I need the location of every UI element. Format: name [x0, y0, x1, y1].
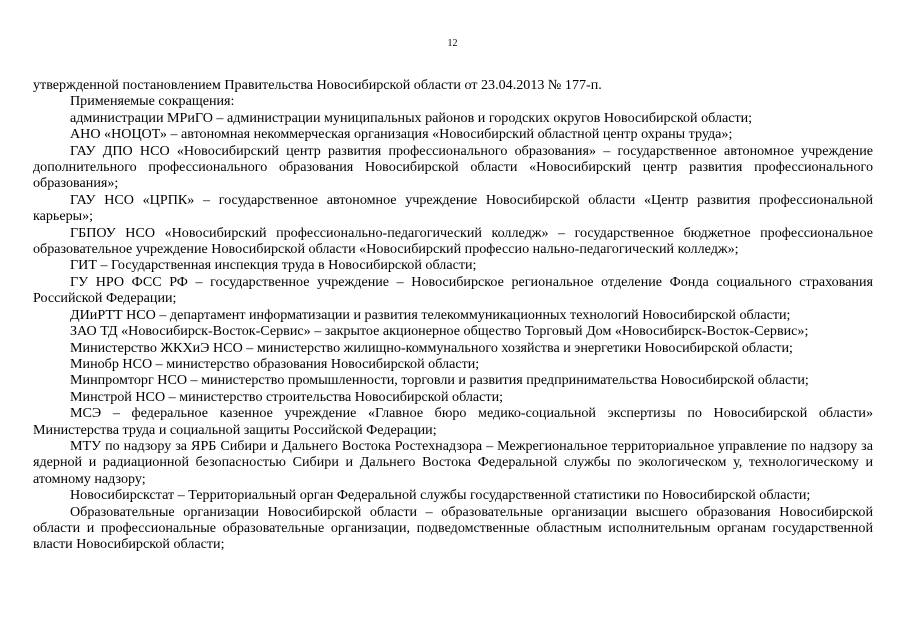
paragraph-abbr-mtu: МТУ по надзору за ЯРБ Сибири и Дальнего Востока Ростехнадзора – Межрегиональное территориальное управление по надзору за ядерной и радиационной безопасностью Сибири и Дальнего Востока Федеральной службы по экологическом у, технологическому и атомному надзору;: [33, 437, 873, 487]
page-number: 12: [447, 38, 458, 49]
paragraph-abbr-git: ГИТ – Государственная инспекция труда в Новосибирской области;: [70, 257, 477, 274]
paragraph-abbr-gbpou: ГБПОУ НСО «Новосибирский профессионально-педагогический колледж» – государственное бюджетное профессиональное образовательное учреждение Новосибирской области «Новосибирский профессио нально-педагогический колледж»;: [33, 224, 873, 258]
paragraph-abbr-diirtt: ДИиРТТ НСО – департамент информатизации и развития телекоммуникационных технологий Новосибирской области;: [70, 306, 791, 323]
paragraph-abbr-fss: ГУ НРО ФСС РФ – государственное учреждение – Новосибирское региональное отделение Фонда социального страхования Российской Федерации;: [33, 273, 873, 307]
paragraph-abbr-minstroy: Минстрой НСО – министерство строительства Новосибирской области;: [70, 388, 504, 405]
paragraph-abbr-novosibirskstat: Новосибирскстат – Территориальный орган Федеральной службы государственной статистики по Новосибирской области;: [70, 487, 811, 504]
paragraph-abbr-crpk: ГАУ НСО «ЦРПК» – государственное автономное учреждение Новосибирской области «Центр развития профессиональной карьеры»;: [33, 191, 873, 225]
paragraph-abbr-zao-td: ЗАО ТД «Новосибирск-Восток-Сервис» – закрытое акционерное общество Торговый Дом «Новосибирск-Восток-Сервис»;: [70, 323, 809, 340]
document-body: [33, 77, 873, 553]
paragraph-abbr-educational-orgs: Образовательные организации Новосибирской области – образовательные организации высшего образования Новосибирской области и профессиональные образовательные организации, подведомственные областным исполнительным органам государственной власти Новосибирской области;: [33, 503, 873, 553]
paragraph-abbr-mse: МСЭ – федеральное казенное учреждение «Главное бюро медико-социальной экспертизы по Новосибирской области» Министерства труда и социальной защиты Российской Федерации;: [33, 405, 873, 438]
paragraph-abbr-mrigo: администрации МРиГО – администрации муниципальных районов и городских округов Новосибирской области;: [70, 109, 753, 126]
paragraph-abbr-zhkhie: Министерство ЖКХиЭ НСО – министерство жилищно-коммунального хозяйства и энергетики Новосибирской области;: [70, 339, 793, 356]
paragraph-abbr-nocot: АНО «НОЦОТ» – автономная некоммерческая организация «Новосибирский областной центр охраны труда»;: [70, 126, 733, 143]
paragraph-intro: утвержденной постановлением Правительства Новосибирской области от 23.04.2013 № 177-п.: [33, 77, 602, 93]
paragraph-abbr-minpromtorg: Минпромторг НСО – министерство промышленности, торговли и развития предпринимательства Новосибирской области;: [70, 372, 809, 389]
paragraph-abbreviations-heading: Применяемые сокращения:: [70, 93, 235, 110]
paragraph-abbr-gau-dpo: ГАУ ДПО НСО «Новосибирский центр развития профессионального образования» – государственное автономное учреждение дополнительного профессионального образования Новосибирской области «Новосибирский центр развития профессионального образования»;: [33, 142, 873, 192]
paragraph-abbr-minobr: Минобр НСО – министерство образования Новосибирской области;: [70, 355, 480, 372]
